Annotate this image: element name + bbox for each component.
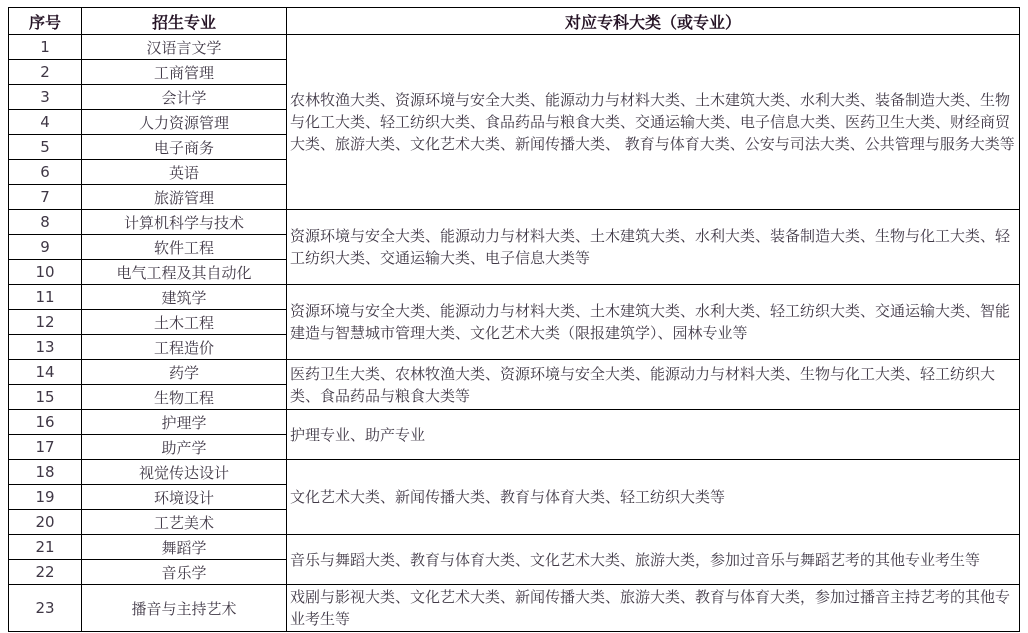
row-serial-number: 20 — [9, 510, 82, 535]
major-name: 软件工程 — [82, 235, 287, 260]
category-cell: 资源环境与安全大类、能源动力与材料大类、土木建筑大类、水利大类、装备制造大类、生物与化工大类、轻工纺织大类、交通运输大类、电子信息大类等 — [287, 210, 1020, 285]
row-serial-number: 11 — [9, 285, 82, 310]
row-serial-number: 4 — [9, 110, 82, 135]
row-serial-number: 14 — [9, 360, 82, 385]
row-serial-number: 15 — [9, 385, 82, 410]
header-row — [9, 8, 1020, 35]
row-serial-number: 18 — [9, 460, 82, 485]
table-row — [9, 410, 1020, 435]
table-body — [9, 35, 1020, 632]
major-name: 工艺美术 — [82, 510, 287, 535]
major-name: 环境设计 — [82, 485, 287, 510]
major-name: 土木工程 — [82, 310, 287, 335]
header-serial-number: 序号 — [9, 8, 82, 35]
category-cell: 农林牧渔大类、资源环境与安全大类、能源动力与材料大类、土木建筑大类、水利大类、装备制造大类、生物与化工大类、轻工纺织大类、食品药品与粮食大类、交通运输大类、电子信息大类、医药卫生大类、财经商贸大类、旅游大类、文化艺术大类、新闻传播大类、 教育与体育大类、公安与司法大类、公共管理与服务大类等 — [287, 35, 1020, 210]
category-cell: 音乐与舞蹈大类、教育与体育大类、文化艺术大类、旅游大类，参加过音乐与舞蹈艺考的其他专业考生等 — [287, 535, 1020, 585]
row-serial-number: 1 — [9, 35, 82, 60]
major-name: 汉语言文学 — [82, 35, 287, 60]
table-row — [9, 35, 1020, 60]
major-name: 工程造价 — [82, 335, 287, 360]
major-name: 电子商务 — [82, 135, 287, 160]
major-name: 人力资源管理 — [82, 110, 287, 135]
category-cell: 文化艺术大类、新闻传播大类、教育与体育大类、轻工纺织大类等 — [287, 460, 1020, 535]
major-name: 英语 — [82, 160, 287, 185]
row-serial-number: 8 — [9, 210, 82, 235]
row-serial-number: 2 — [9, 60, 82, 85]
row-serial-number: 10 — [9, 260, 82, 285]
table-row — [9, 210, 1020, 235]
major-name: 护理学 — [82, 410, 287, 435]
major-name: 音乐学 — [82, 560, 287, 585]
category-cell: 资源环境与安全大类、能源动力与材料大类、土木建筑大类、水利大类、轻工纺织大类、交通运输大类、智能建造与智慧城市管理大类、文化艺术大类（限报建筑学）、园林专业等 — [287, 285, 1020, 360]
table-row — [9, 535, 1020, 560]
category-cell: 戏剧与影视大类、文化艺术大类、新闻传播大类、旅游大类、教育与体育大类，参加过播音主持艺考的其他专业考生等 — [287, 585, 1020, 632]
category-cell: 护理专业、助产专业 — [287, 410, 1020, 460]
major-name: 计算机科学与技术 — [82, 210, 287, 235]
row-serial-number: 6 — [9, 160, 82, 185]
table-row — [9, 360, 1020, 385]
major-name: 药学 — [82, 360, 287, 385]
major-name: 视觉传达设计 — [82, 460, 287, 485]
category-cell: 医药卫生大类、农林牧渔大类、资源环境与安全大类、能源动力与材料大类、生物与化工大类、轻工纺织大类、食品药品与粮食大类等 — [287, 360, 1020, 410]
row-serial-number: 21 — [9, 535, 82, 560]
admission-majors-table — [8, 7, 1020, 632]
major-name: 建筑学 — [82, 285, 287, 310]
table-row — [9, 285, 1020, 310]
row-serial-number: 9 — [9, 235, 82, 260]
major-name: 电气工程及其自动化 — [82, 260, 287, 285]
header-enrollment-major: 招生专业 — [82, 8, 287, 35]
header-corresponding-categories: 对应专科大类（或专业） — [287, 8, 1020, 35]
row-serial-number: 19 — [9, 485, 82, 510]
row-serial-number: 23 — [9, 585, 82, 632]
major-name: 会计学 — [82, 85, 287, 110]
table-row — [9, 460, 1020, 485]
row-serial-number: 17 — [9, 435, 82, 460]
row-serial-number: 7 — [9, 185, 82, 210]
major-name: 生物工程 — [82, 385, 287, 410]
row-serial-number: 5 — [9, 135, 82, 160]
major-name: 工商管理 — [82, 60, 287, 85]
major-name: 播音与主持艺术 — [82, 585, 287, 632]
major-name: 旅游管理 — [82, 185, 287, 210]
row-serial-number: 13 — [9, 335, 82, 360]
row-serial-number: 12 — [9, 310, 82, 335]
major-name: 舞蹈学 — [82, 535, 287, 560]
row-serial-number: 3 — [9, 85, 82, 110]
row-serial-number: 16 — [9, 410, 82, 435]
row-serial-number: 22 — [9, 560, 82, 585]
table-row — [9, 585, 1020, 632]
major-name: 助产学 — [82, 435, 287, 460]
